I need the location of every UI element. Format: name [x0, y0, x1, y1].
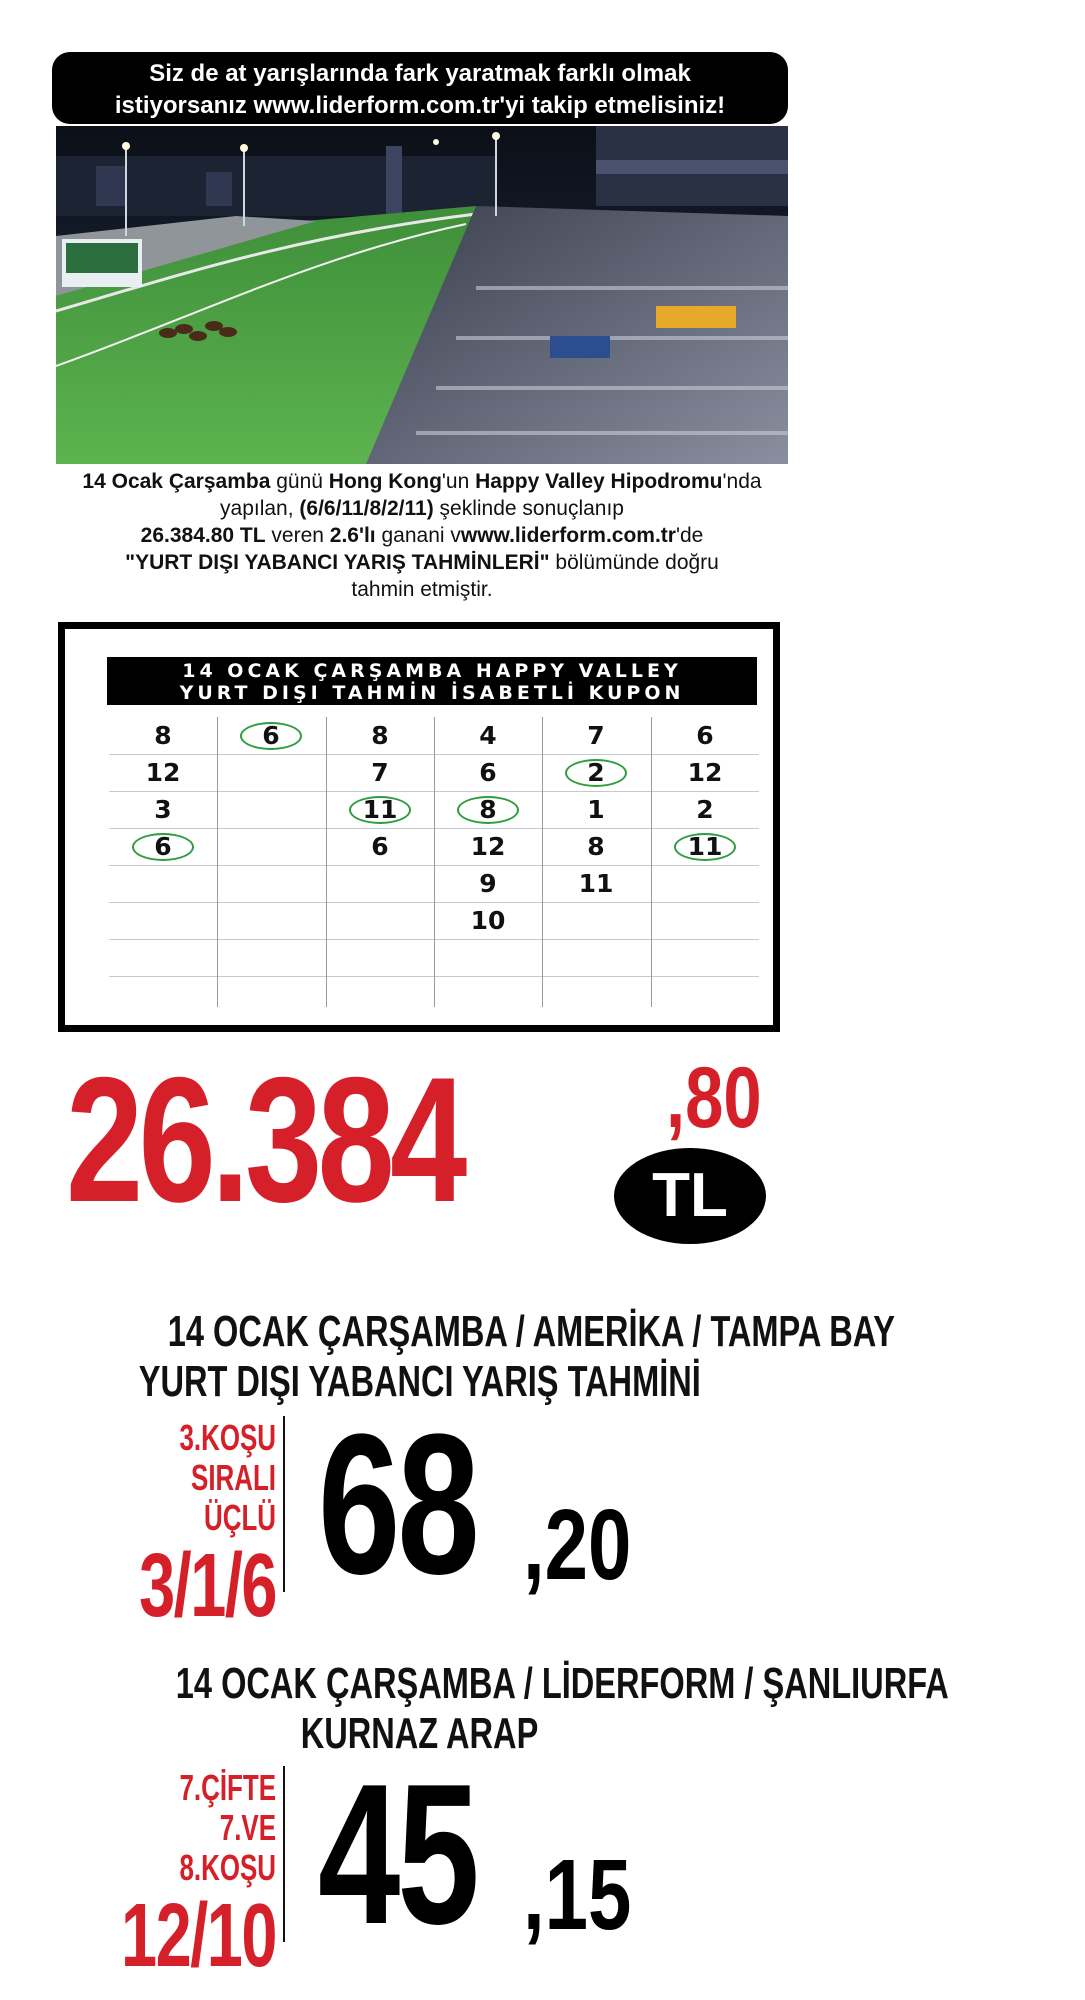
- winning-coupon: [58, 622, 780, 1032]
- coupon-horse-number: 8: [154, 721, 172, 750]
- intro-website: www.liderform.com.tr: [460, 524, 676, 547]
- section3-payout-frac: ,15: [523, 1839, 632, 1951]
- top-banner: [52, 52, 788, 124]
- coupon-header-line-1: 14 OCAK ÇARŞAMBA HAPPY VALLEY: [182, 660, 682, 682]
- coupon-race-column: [651, 717, 759, 865]
- section3-bet: 7.VE 8.KOŞU: [179, 1807, 276, 1888]
- section3-title-1: [40, 1659, 949, 1708]
- section3-race: 7.ÇİFTE: [179, 1767, 276, 1808]
- coupon-horse-number: 6: [479, 758, 497, 787]
- intro-text: ganani v: [375, 524, 461, 547]
- coupon-horse-number: 11: [326, 791, 434, 828]
- coupon-race-column: [326, 717, 434, 865]
- payout-whole: 26.384: [66, 1040, 463, 1239]
- section3-result: 12/10: [121, 1886, 276, 1986]
- section2-payout: [318, 1393, 632, 1616]
- winner-circle-mark: [674, 833, 736, 861]
- section2-payout-whole: 68: [318, 1393, 477, 1616]
- coupon-horse-number: 6: [109, 828, 217, 865]
- section2-bet-info: [60, 1418, 276, 1634]
- section3-title-2-text: KURNAZ ARAP: [301, 1709, 539, 1758]
- coupon-horse-number: 8: [371, 721, 389, 750]
- coupon-horse-number: 6: [217, 717, 325, 754]
- coupon-horse-number: 1: [587, 795, 605, 824]
- coupon-header: [107, 657, 757, 705]
- racetrack-photo-illustration: [56, 126, 788, 464]
- coupon-grid: [109, 717, 759, 1007]
- section2-bet: SIRALI ÜÇLÜ: [191, 1457, 276, 1538]
- winner-circle-mark: [565, 759, 627, 787]
- intro-text: veren: [265, 524, 330, 547]
- coupon-horse-number: 12: [470, 832, 506, 861]
- section2-result: 3/1/6: [139, 1536, 276, 1636]
- winner-circle-mark: [240, 722, 302, 750]
- section3-bet-info: [60, 1768, 276, 1984]
- coupon-horse-number: 7: [587, 721, 605, 750]
- intro-text: tahmin etmiştir.: [351, 578, 493, 601]
- coupon-race-column: [434, 717, 542, 939]
- coupon-column-line: [217, 717, 218, 1007]
- coupon-horse-number: 6: [371, 832, 389, 861]
- coupon-horse-number: 2: [542, 754, 650, 791]
- intro-text: bölümünde doğru: [549, 551, 719, 574]
- section3-title-1-text: 14 OCAK ÇARŞAMBA / LİDERFORM / ŞANLIURFA: [175, 1659, 949, 1708]
- banner-line-1: Siz de at yarışlarında fark yaratmak farklı olmak: [149, 60, 691, 87]
- intro-bet-type: 2.6'lı: [329, 524, 376, 547]
- intro-text: şeklinde sonuçlanıp: [433, 497, 624, 520]
- coupon-horse-number: 9: [479, 869, 497, 898]
- section3-payout: [318, 1743, 632, 1966]
- currency-badge: TL: [614, 1148, 766, 1244]
- intro-text: 'de: [675, 524, 704, 547]
- winner-circle-mark: [132, 833, 194, 861]
- payout-decimal: ,80: [666, 1050, 762, 1146]
- intro-section-name: "YURT DIŞI YABANCI YARIŞ TAHMİNLERİ": [125, 551, 550, 574]
- winner-circle-mark: [349, 796, 411, 824]
- coupon-horse-number: 12: [687, 758, 723, 787]
- intro-text: 'nda yapılan,: [220, 470, 762, 520]
- coupon-horse-number: 6: [696, 721, 714, 750]
- coupon-horse-number: 11: [578, 869, 614, 898]
- section2-title-2-text: YURT DIŞI YABANCI YARIŞ TAHMİNİ: [138, 1357, 702, 1406]
- coupon-horse-number: 4: [479, 721, 497, 750]
- coupon-horse-number: 3: [154, 795, 172, 824]
- coupon-race-column: [217, 717, 325, 754]
- coupon-race-column: [542, 717, 650, 902]
- section2-title-1-text: 14 OCAK ÇARŞAMBA / AMERİKA / TAMPA BAY: [167, 1307, 895, 1356]
- section3-payout-whole: 45: [318, 1743, 477, 1966]
- intro-text: günü: [270, 470, 329, 493]
- section3-divider: [283, 1766, 285, 1942]
- section2-payout-frac: ,20: [523, 1489, 632, 1601]
- banner-line-2: istiyorsanız www.liderform.com.tr'yi takip etmelisiniz!: [114, 92, 726, 119]
- intro-country: Hong Kong: [328, 470, 442, 493]
- section2-race: 3.KOŞU: [179, 1417, 276, 1458]
- intro-results: (6/6/11/8/2/11): [299, 497, 434, 520]
- coupon-horse-number: 8: [434, 791, 542, 828]
- coupon-horse-number: 2: [696, 795, 714, 824]
- coupon-horse-number: 8: [587, 832, 605, 861]
- intro-paragraph: [56, 468, 788, 603]
- intro-date: 14 Ocak Çarşamba: [82, 470, 271, 493]
- racetrack-photo: [56, 126, 788, 464]
- coupon-horse-number: 11: [651, 828, 759, 865]
- intro-venue: Happy Valley Hipodromu: [475, 470, 723, 493]
- coupon-horse-number: 12: [145, 758, 181, 787]
- coupon-horse-number: 10: [470, 906, 506, 935]
- coupon-header-line-2: YURT DIŞI TAHMİN İSABETLİ KUPON: [179, 682, 685, 704]
- section2-title-1: [40, 1307, 895, 1356]
- intro-amount: 26.384.80 TL: [140, 524, 266, 547]
- section2-divider: [283, 1416, 285, 1592]
- coupon-race-column: [109, 717, 217, 865]
- intro-text: 'un: [441, 470, 476, 493]
- coupon-horse-number: 7: [371, 758, 389, 787]
- winner-circle-mark: [457, 796, 519, 824]
